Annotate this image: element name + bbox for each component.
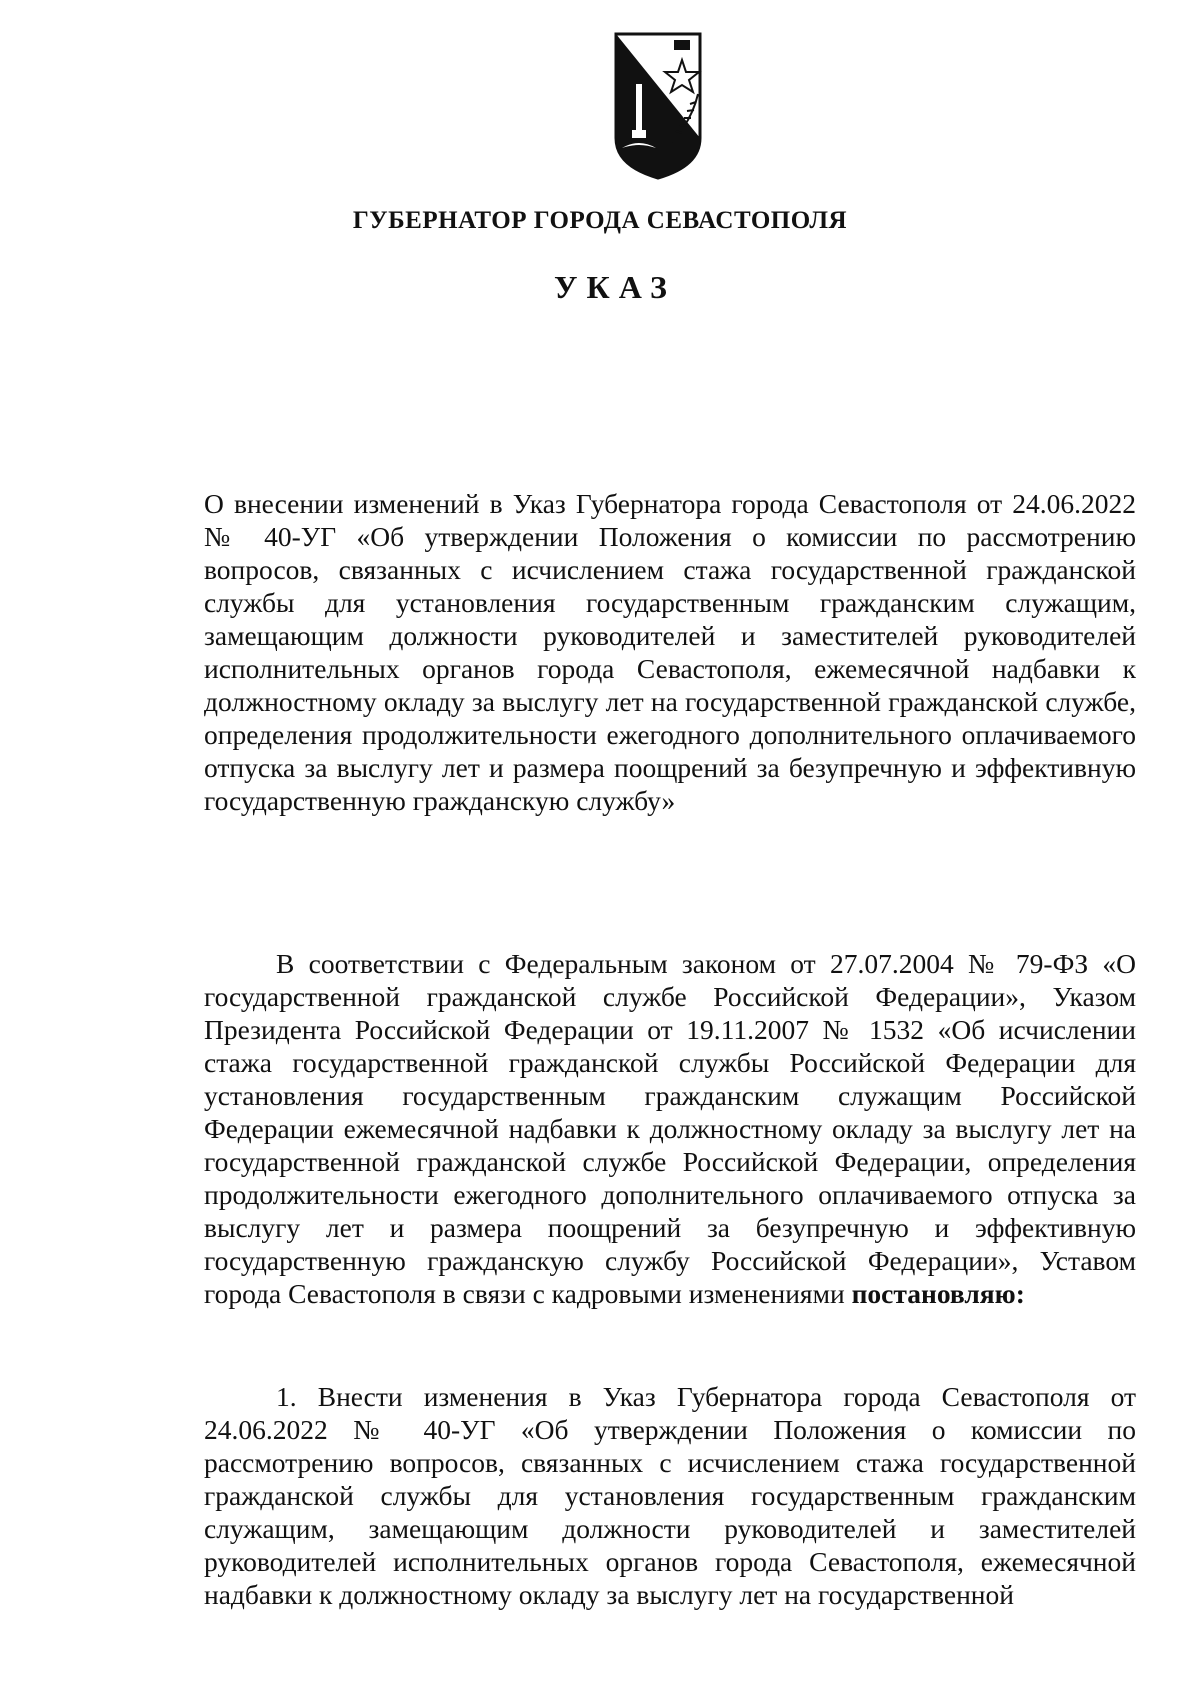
sevastopol-coat-of-arms-icon [612, 30, 704, 180]
decree-word: постановляю: [851, 1278, 1025, 1309]
decree-subject: О внесении изменений в Указ Губернатора города Севастополя от 24.06.2022 № 40-УГ «Об утверждении Положения о комиссии по рассмотрению вопросов, связанных с исчислением стажа государственной гражданской службы для установления государственным гражданским служащим, замещающим должности руководителей и заместителей руководителей исполнительных органов города Севастополя, ежемесячной надбавки к должностному окладу за выслугу лет на государственной гражданской службе, определения продолжительности ежегодного дополнительного оплачиваемого отпуска за выслугу лет и размера поощрений за безупречную и эффективную государственную гражданскую службу» [204, 488, 1136, 816]
preamble-paragraph [204, 947, 1136, 1310]
preamble-text: В соответствии с Федеральным законом от 27.07.2004 № 79-ФЗ «О государственной гражданской службе Российской Федерации», Указом Президента Российской Федерации от 19.11.2007 № 1532 «Об исчислении стажа государственной гражданской службы Российской Федерации для установления государственным гражданским служащим Российской Федерации ежемесячной надбавки к должностному окладу за выслугу лет на государственной гражданской службе Российской Федерации, определения продолжительности ежегодного дополнительного оплачиваемого отпуска за выслугу лет и размера поощрений за безупречную и эффективную государственную гражданскую службу Российской Федерации», Уставом города Севастополя в связи с кадровыми изменениями [204, 948, 1136, 1309]
item-1-paragraph: 1. Внести изменения в Указ Губернатора города Севастополя от 24.06.2022 № 40-УГ «Об утверждении Положения о комиссии по рассмотрению вопросов, связанных с исчислением стажа государственной гражданской службы для установления государственным гражданским служащим, замещающим должности руководителей и заместителей руководителей исполнительных органов города Севастополя, ежемесячной надбавки к должностному окладу за выслугу лет на государственной [204, 1381, 1136, 1610]
document-type-title: УКАЗ [554, 269, 676, 305]
issuing-authority: ГУБЕРНАТОР ГОРОДА СЕВАСТОПОЛЯ [352, 207, 848, 234]
